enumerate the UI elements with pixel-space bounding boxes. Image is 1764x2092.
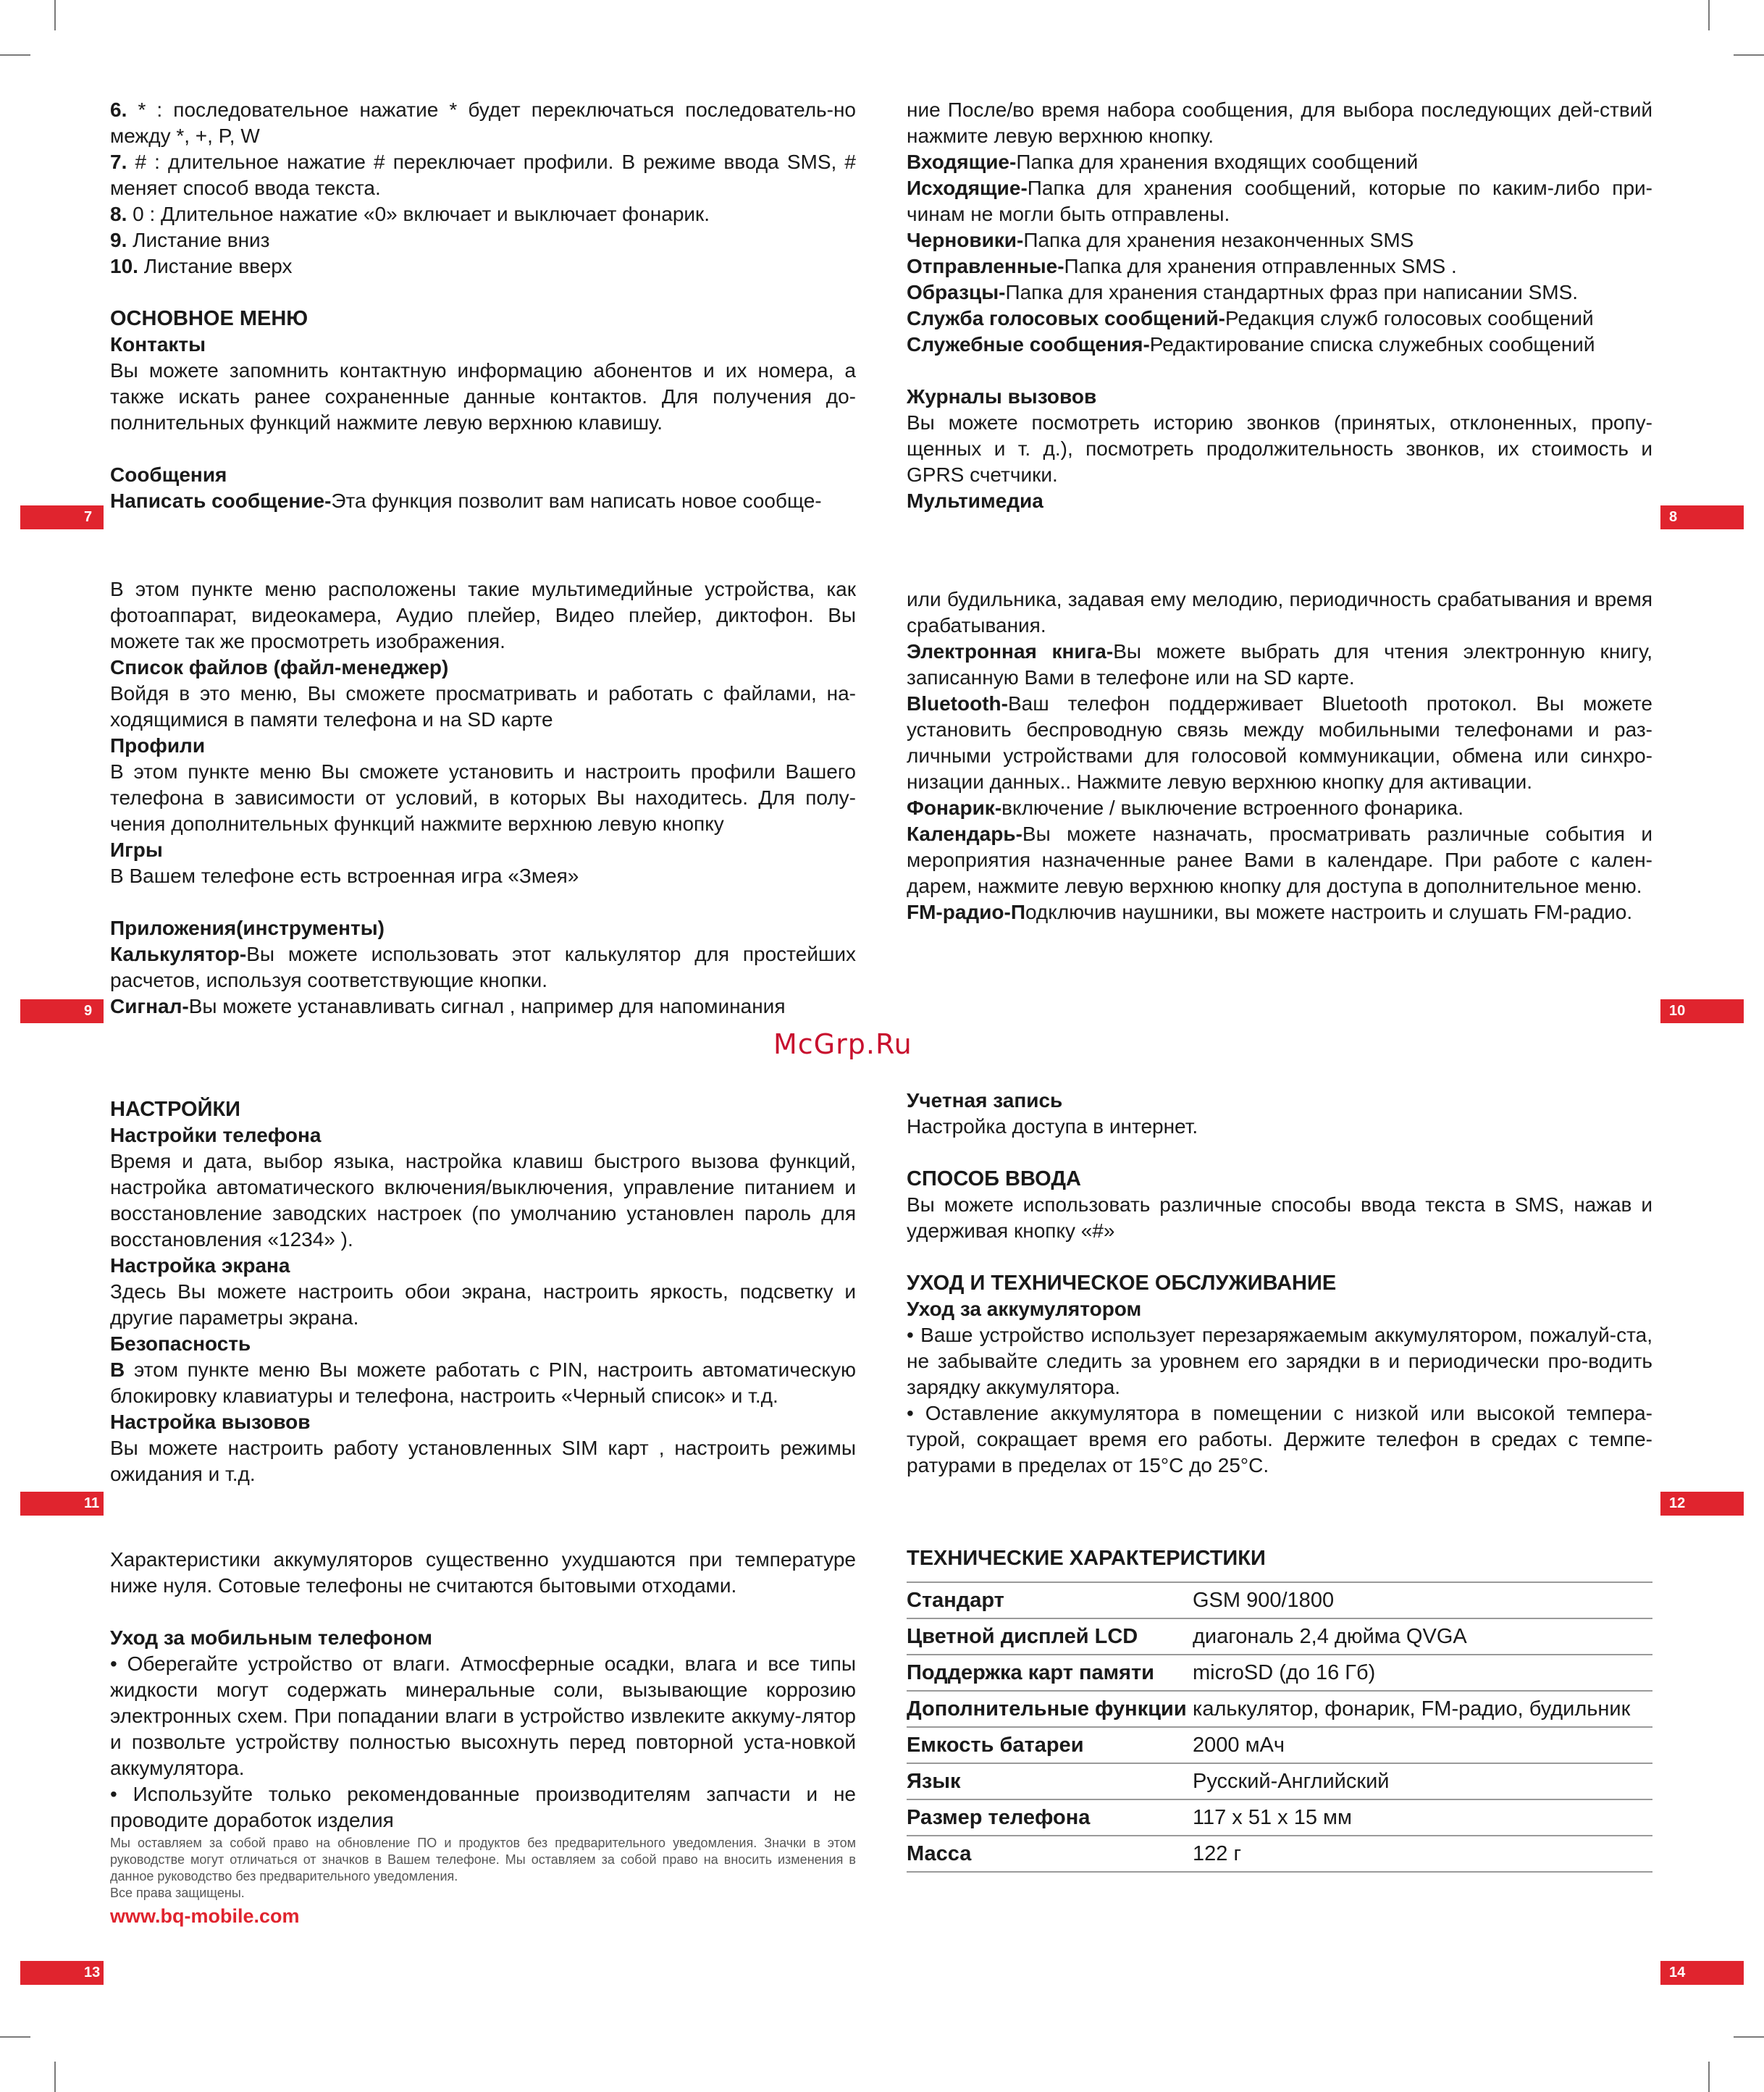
spec-label: Масса [907, 1836, 1193, 1872]
key-10-text: Листание вверх [138, 255, 293, 277]
paragraph: • Используйте только рекомендованные производителям запчасти и не проводите доработок изделия [110, 1783, 856, 1831]
paragraph: Здесь Вы можете настроить обои экрана, настроить яркость, подсветку и другие параметры экрана. [110, 1280, 856, 1329]
paragraph: Вы можете посмотреть историю звонков (принятых, отклоненных, пропу-щенных и т. д.), посмотреть продолжительность звонков, их стоимость и GPRS счетчики. [907, 411, 1652, 486]
subheading: Мультимедиа [907, 490, 1043, 512]
paragraph: Вы можете настроить работу установленных SIM карт , настроить режимы ожидания и т.д. [110, 1437, 856, 1485]
key-8-number: 8. [110, 203, 127, 225]
paragraph: Вы можете использовать различные способы ввода текста в SMS, нажав и удерживая кнопку «#» [907, 1193, 1652, 1242]
paragraph: Вы можете запомнить контактную информацию абонентов и их номера, а также искать ранее сохраненные данные контактов. Для получения до-полнительных функций нажмите левую верхнюю клавишу. [110, 359, 856, 434]
page-8-column [907, 97, 1652, 514]
page-9-column [110, 576, 856, 1020]
subheading: Уход за мобильным телефоном [110, 1626, 432, 1649]
spec-value: GSM 900/1800 [1193, 1582, 1652, 1618]
subheading: Учетная запись [907, 1089, 1063, 1112]
subheading: Приложения(инструменты) [110, 917, 385, 939]
subheading: Журналы вызовов [907, 385, 1097, 408]
key-9-number: 9. [110, 229, 127, 251]
term: Электронная книга- [907, 640, 1114, 663]
page-12-column [907, 1088, 1652, 1479]
term-description: Папка для хранения сообщений, которые по каким-либо при-чинам не могли быть отправлены. [907, 177, 1652, 225]
term: Входящие- [907, 151, 1017, 173]
paragraph: Характеристики аккумуляторов существенно ухудшаются при температуре ниже нуля. Сотовые телефоны не считаются бытовыми отходами. [110, 1548, 856, 1597]
spec-label: Стандарт [907, 1582, 1193, 1618]
page-number: 10 [1669, 1003, 1686, 1019]
paragraph: Войдя в это меню, Вы сможете просматривать и работать с файлами, на-ходящимися в памяти телефона и на SD карте [110, 682, 856, 731]
term-description: Ваш телефон поддерживает Bluetooth протокол. Вы можете установить беспроводную связь между мобильными телефонами и раз-личными устройствами для голосовой коммуникации, обмена или синхро-низации данных.. Нажмите левую верхнюю кнопку для активации. [907, 692, 1652, 793]
subheading: Настройки телефона [110, 1124, 322, 1146]
page-number: 14 [1669, 1965, 1686, 1980]
page-number: 13 [84, 1965, 101, 1980]
paragraph: • Ваше устройство использует перезаряжаемым аккумулятором, пожалуй-ста, не забывайте следить за уровнем его зарядки в и периодически про-водить зарядку аккумулятора. [907, 1324, 1652, 1398]
subheading: Игры [110, 839, 163, 861]
subheading: Контакты [110, 333, 206, 356]
term-description: Редактирование списка служебных сообщений [1149, 333, 1595, 356]
disclaimer: Мы оставляем за собой право на обновление ПО и продуктов без предварительного уведомления. Значки в этом руководстве могут отличаться от значков в Вашем телефоне. Мы оставляем за собой право на вносить изменения в данное руководство без предварительного уведомления. [110, 1836, 856, 1883]
key-10-number: 10. [110, 255, 138, 277]
table-row [907, 1763, 1652, 1799]
spec-value: 117 x 51 x 15 мм [1193, 1799, 1652, 1836]
table-row [907, 1582, 1652, 1618]
spec-value: 2000 мАч [1193, 1727, 1652, 1763]
page-number: 8 [1669, 509, 1678, 525]
key-6-text: * : последовательное нажатие * будет переключаться последователь-но между *, +, P, W [110, 98, 856, 147]
term: Сигнал- [110, 995, 189, 1017]
section-heading: ОСНОВНОЕ МЕНЮ [110, 307, 308, 330]
paragraph: или будильника, задавая ему мелодию, периодичность срабатывания и время срабатывания. [907, 588, 1652, 637]
paragraph: В Вашем телефоне есть встроенная игра «Змея» [110, 865, 579, 887]
crop-mark [0, 2036, 30, 2038]
term-description: Эта функция позволит вам написать новое сообще- [331, 490, 822, 512]
term: Написать сообщение- [110, 490, 332, 512]
term: Образцы- [907, 281, 1006, 303]
term-description: Редакция служб голосовых сообщений [1225, 307, 1594, 329]
crop-mark [1708, 2062, 1710, 2092]
watermark: McGrp.Ru [773, 1028, 912, 1060]
page-number-tab [1660, 999, 1744, 1023]
page-number-tab [20, 999, 104, 1023]
key-7-number: 7. [110, 151, 127, 173]
subheading: Уход за аккумулятором [907, 1298, 1142, 1320]
rights-notice: Все права защищены. [110, 1886, 245, 1900]
page-number: 11 [84, 1495, 100, 1511]
paragraph: Настройка доступа в интернет. [907, 1115, 1198, 1138]
term: Bluetooth- [907, 692, 1008, 715]
paragraph: В этом пункте меню Вы сможете установить и настроить профили Вашего телефона в зависимости от условий, в которых Вы находитесь. Для полу-чения дополнительных функций нажмите верхнюю левую кнопку [110, 760, 856, 835]
subheading: Сообщения [110, 463, 227, 486]
page-number-tab [1660, 1961, 1744, 1985]
term-description: Вы можете устанавливать сигнал , например для напоминания [188, 995, 786, 1017]
table-row [907, 1655, 1652, 1691]
crop-mark [1734, 2036, 1764, 2038]
spec-label: Поддержка карт памяти [907, 1655, 1193, 1691]
section-heading: ТЕХНИЧЕСКИЕ ХАРАКТЕРИСТИКИ [907, 1547, 1266, 1570]
page-number: 7 [84, 509, 93, 525]
page-7-column [110, 97, 856, 514]
term-description: одключив наушники, вы можете настроить и слушать FM-радио. [1025, 901, 1633, 923]
page-number-tab [20, 1961, 104, 1985]
key-6-number: 6. [110, 98, 127, 121]
table-row [907, 1799, 1652, 1836]
term: Исходящие- [907, 177, 1028, 199]
spec-label: Размер телефона [907, 1799, 1193, 1836]
paragraph: Время и дата, выбор языка, настройка клавиш быстрого вызова функций, настройка автоматического включения/выключения, управление питанием и восстановление заводских настроек (по умолчанию установлен пароль для восстановления «1234» ). [110, 1150, 856, 1251]
term: Отправленные- [907, 255, 1064, 277]
section-heading: СПОСОБ ВВОДА [907, 1167, 1081, 1190]
key-7-text: # : длительное нажатие # переключает профили. В режиме ввода SMS, # меняет способ ввода текста. [110, 151, 856, 199]
website-link[interactable]: www.bq-mobile.com [110, 1905, 300, 1927]
term: Календарь- [907, 823, 1022, 845]
subheading: Настройка вызовов [110, 1411, 311, 1433]
term-description: Вы можете назначать, просматривать различные события и мероприятия назначенные ранее Вами в календаре. При работе с кален-дарем, нажмите левую верхнюю кнопку для доступа в дополнительное меню. [907, 823, 1652, 897]
spec-label: Емкость батареи [907, 1727, 1193, 1763]
table-row [907, 1836, 1652, 1872]
term-description: включение / выключение встроенного фонарика. [1001, 797, 1464, 819]
table-row [907, 1727, 1652, 1763]
paragraph: этом пункте меню Вы можете работать с PIN, настроить автоматическую блокировку клавиатуры и телефона, настроить «Черный список» и т.д. [110, 1358, 856, 1407]
term-description: Вы можете использовать этот калькулятор для простейших расчетов, используя соответствующие кнопки. [110, 943, 856, 991]
paragraph: • Оберегайте устройство от влаги. Атмосферные осадки, влага и все типы жидкости могут содержать минеральные соли, вызывающие коррозию электронных схем. При попадании влаги в устройство извлеките аккуму-лятор и позвольте устройству полностью высохнуть перед повторной уста-новкой аккумулятора. [110, 1652, 856, 1779]
crop-mark [1708, 0, 1710, 30]
subheading: Список файлов (файл-менеджер) [110, 656, 449, 679]
term: Фонарик- [907, 797, 1002, 819]
crop-mark [54, 2062, 56, 2092]
subheading: Профили [110, 734, 206, 757]
page-number-tab [1660, 1492, 1744, 1516]
term: Калькулятор- [110, 943, 247, 965]
page-13-column [110, 1547, 856, 1931]
table-row [907, 1618, 1652, 1655]
term-description: Папка для хранения незаконченных SMS [1023, 229, 1414, 251]
spec-value: калькулятор, фонарик, FM-радио, будильник [1193, 1691, 1652, 1727]
term-description: Папка для хранения входящих сообщений [1016, 151, 1419, 173]
crop-mark [54, 0, 56, 30]
page-11-column [110, 1096, 856, 1487]
spec-label: Цветной дисплей LCD [907, 1618, 1193, 1655]
term: Служебные сообщения- [907, 333, 1150, 356]
paragraph: ние После/во время набора сообщения, для выбора последующих дей-ствий нажмите левую верхнюю кнопку. [907, 98, 1652, 147]
page-number: 9 [84, 1003, 93, 1019]
term-description: Папка для хранения отправленных SMS . [1064, 255, 1457, 277]
crop-mark [0, 54, 30, 56]
subheading: Настройка экрана [110, 1254, 290, 1277]
drop-letter: В [110, 1358, 125, 1381]
paragraph: • Оставление аккумулятора в помещении с низкой или высокой темпера-турой, сокращает время его работы. Держите телефон в средах с темпе-ратурами в пределах от 15°С до 25°С. [907, 1402, 1652, 1476]
specs-table [907, 1581, 1652, 1873]
page-number-tab [1660, 505, 1744, 529]
spec-value: диагональ 2,4 дюйма QVGA [1193, 1618, 1652, 1655]
spec-value: 122 г [1193, 1836, 1652, 1872]
page-number: 12 [1669, 1495, 1686, 1511]
spec-label: Язык [907, 1763, 1193, 1799]
page-number-tab [20, 505, 104, 529]
spec-value: microSD (до 16 Гб) [1193, 1655, 1652, 1691]
term-description: Вы можете выбрать для чтения электронную книгу, записанную Вами в телефоне или на SD карте. [907, 640, 1653, 689]
table-row [907, 1691, 1652, 1727]
key-8-text: 0 : Длительное нажатие «0» включает и выключает фонарик. [127, 203, 710, 225]
key-9-text: Листание вниз [127, 229, 270, 251]
spec-label: Дополнительные функции [907, 1691, 1193, 1727]
term-description: Папка для хранения стандартных фраз при написании SMS. [1005, 281, 1579, 303]
term: Служба голосовых сообщений- [907, 307, 1225, 329]
subheading: Безопасность [110, 1332, 251, 1355]
page-number-tab [20, 1492, 104, 1516]
page-14-column [907, 1545, 1652, 1873]
term: FM-радио-П [907, 901, 1025, 923]
spec-value: Русский-Английский [1193, 1763, 1652, 1799]
term: Черновики- [907, 229, 1024, 251]
page-10-column [907, 587, 1652, 925]
section-heading: УХОД И ТЕХНИЧЕСКОЕ ОБСЛУЖИВАНИЕ [907, 1272, 1337, 1295]
section-heading: НАСТРОЙКИ [110, 1098, 241, 1121]
paragraph: В этом пункте меню расположены такие мультимедийные устройства, как фотоаппарат, видеокамера, Аудио плейер, Видео плейер, диктофон. Вы можете так же просмотреть изображения. [110, 578, 856, 652]
crop-mark [1734, 54, 1764, 56]
